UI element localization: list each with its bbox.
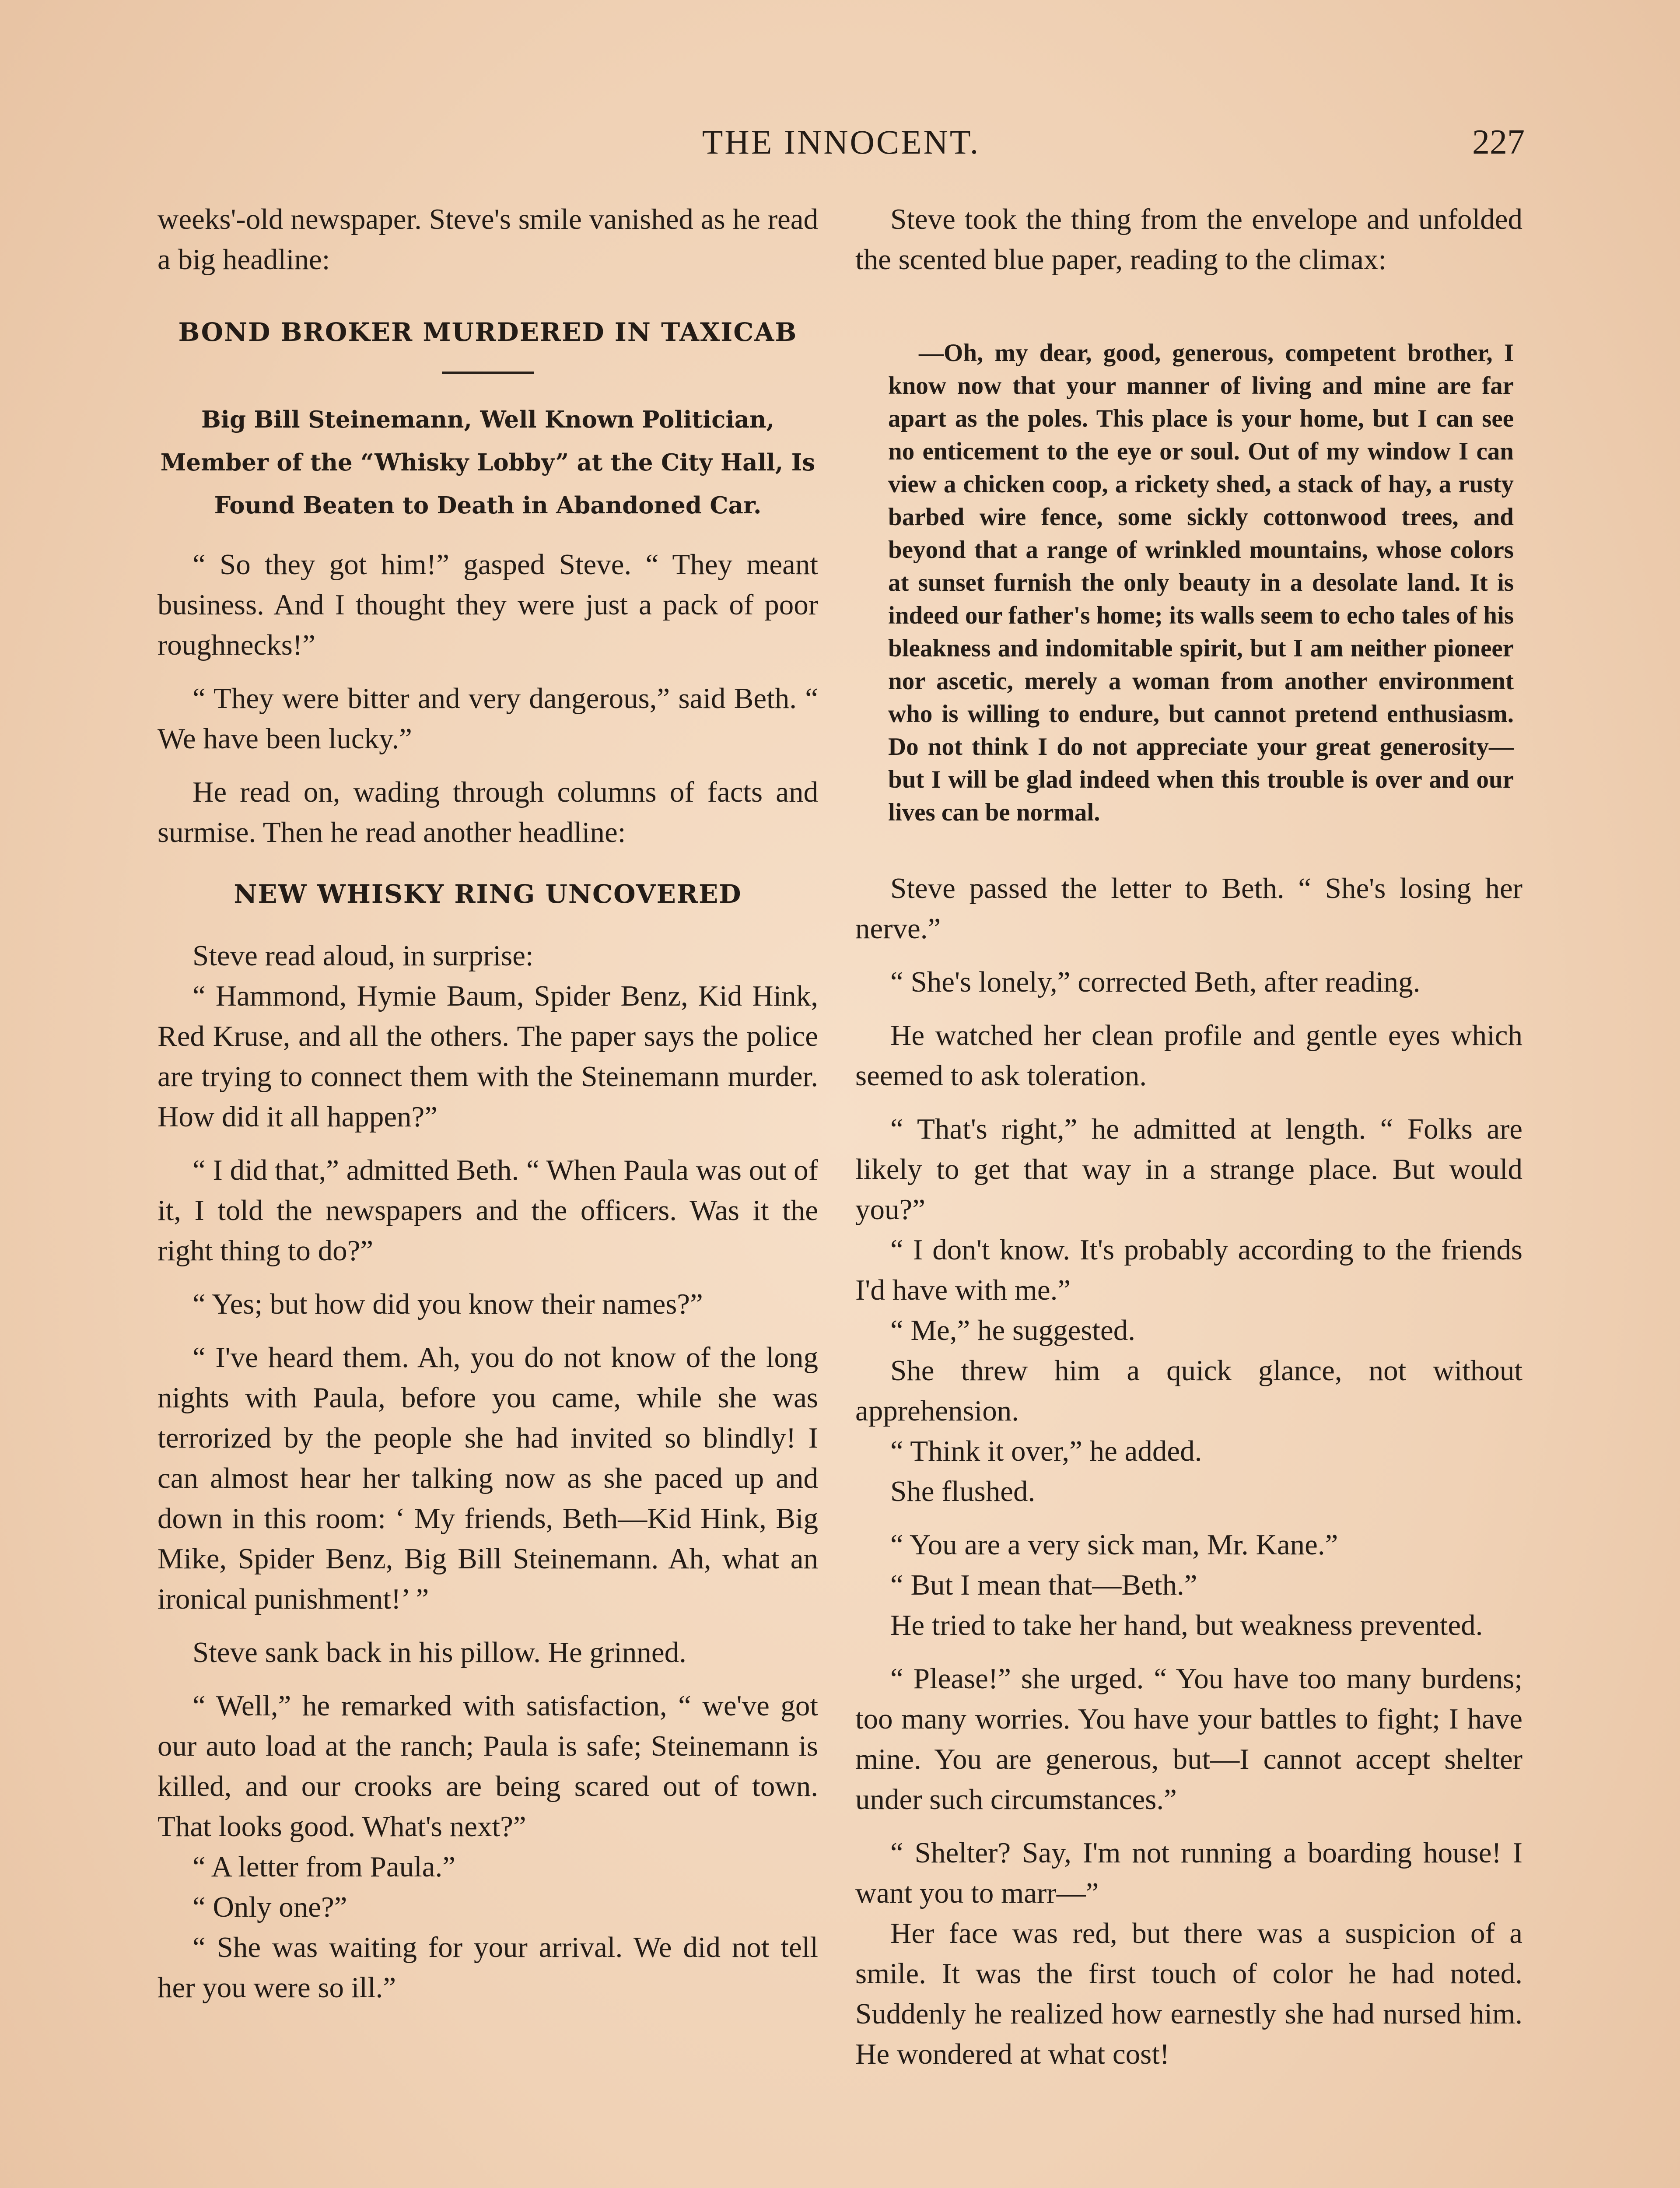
paragraph: “ So they got him!” gasped Steve. “ They meant business. And I thought they were just a pack of poor roughnecks!” xyxy=(158,548,818,661)
paragraph: “ She's lonely,” corrected Beth, after reading. xyxy=(890,966,1421,998)
headline-bond-broker: BOND BROKER MURDERED IN TAXICAB xyxy=(178,317,798,347)
headline-whisky-ring: NEW WHISKY RING UNCOVERED xyxy=(234,879,742,909)
paragraph: “ That's right,” he admitted at length. “ Folks are likely to get that way in a strange place. But would you?” xyxy=(855,1113,1522,1226)
paragraph: Her face was red, but there was a suspicion of a smile. It was the first touch of color he had noted. Suddenly he realized how earnestly she had nursed him. He wondered at what cost! xyxy=(855,1917,1522,2070)
paragraph: She flushed. xyxy=(890,1475,1036,1508)
paragraph: “ But I mean that—Beth.” xyxy=(890,1569,1197,1601)
left-column xyxy=(158,199,818,2008)
paragraph: “ They were bitter and very dangerous,” said Beth. “ We have been lucky.” xyxy=(158,682,818,755)
paragraph: “ Think it over,” he added. xyxy=(890,1435,1202,1467)
paragraph: “ She was waiting for your arrival. We did not tell her you were so ill.” xyxy=(158,1931,818,2004)
paragraph: “ Yes; but how did you know their names?” xyxy=(192,1288,703,1320)
paragraph: “ You are a very sick man, Mr. Kane.” xyxy=(890,1529,1338,1561)
paragraph: “ Please!” she urged. “ You have too many burdens; too many worries. You have your battles to fight; I have mine. You are generous, but—I cannot accept shelter under such circumstances.” xyxy=(855,1662,1522,1816)
quoted-letter: —Oh, my dear, good, generous, competent brother, I know now that your manner of living and mine are far apart as the poles. This place is your home, but I can see no enticement to the eye or soul. Out of my window I can view a chicken coop, a rickety shed, a stack of hay, a rusty barbed wire fence, some sickly cottonwood trees, and beyond that a range of wrinkled mountains, whose colors at sunset furnish the only beauty in a desolate land. It is indeed our father's home; its walls seem to echo tales of his bleakness and indomitable spirit, but I am neither pioneer nor ascetic, merely a woman from another environment who is willing to endure, but cannot pretend enthusiasm. Do not think I do not appreciate your great generosity—but I will be glad indeed when this trouble is over and our lives can be normal. xyxy=(888,339,1514,826)
paragraph: “ I've heard them. Ah, you do not know of the long nights with Paula, before you came, while she was terrorized by the people she had invited so blindly! I can almost hear her talking now as she paced up and down in this room: ‘ My friends, Beth—Kid Hink, Big Mike, Spider Benz, Big Bill Steinemann. Ah, what an ironical punishment!’ ” xyxy=(158,1341,818,1615)
paragraph: weeks'-old newspaper. Steve's smile vanished as he read a big headline: xyxy=(158,203,818,276)
paragraph: He read on, wading through columns of facts and surmise. Then he read another headline: xyxy=(158,776,818,849)
paragraph: He tried to take her hand, but weakness prevented. xyxy=(890,1609,1483,1641)
paragraph: Steve took the thing from the envelope and unfolded the scented blue paper, reading to the climax: xyxy=(855,203,1522,276)
running-title: THE INNOCENT. xyxy=(702,123,980,161)
paragraph: “ Only one?” xyxy=(192,1891,347,1923)
paragraph: “ Me,” he suggested. xyxy=(890,1314,1136,1346)
paragraph: Steve sank back in his pillow. He grinned. xyxy=(192,1636,686,1669)
subheadline: Big Bill Steinemann, Well Known Politician, Member of the “Whisky Lobby” at the City Hall, Is Found Beaten to Death in Abandoned Car. xyxy=(160,406,816,519)
running-head xyxy=(158,118,1525,166)
paragraph: “ I did that,” admitted Beth. “ When Paula was out of it, I told the newspapers and the officers. Was it the right thing to do?” xyxy=(158,1154,818,1267)
paragraph: “ I don't know. It's probably according to the friends I'd have with me.” xyxy=(855,1234,1522,1306)
paragraph: “ Shelter? Say, I'm not running a boarding house! I want you to marr—” xyxy=(855,1837,1522,1909)
paragraph: “ A letter from Paula.” xyxy=(192,1851,455,1883)
paragraph: “ Well,” he remarked with satisfaction, “ we've got our auto load at the ranch; Paula is safe; Steinemann is killed, and our crooks are being scared out of town. That looks good. What's next?” xyxy=(158,1690,818,1843)
paragraph: Steve read aloud, in surprise: xyxy=(192,940,534,972)
paragraph: “ Hammond, Hymie Baum, Spider Benz, Kid Hink, Red Kruse, and all the others. The paper says the police are trying to connect them with the Steinemann murder. How did it all happen?” xyxy=(158,980,818,1133)
page-number: 227 xyxy=(1472,123,1525,161)
headline-rule xyxy=(442,372,534,374)
paragraph: She threw him a quick glance, not without apprehension. xyxy=(855,1354,1522,1427)
paragraph: Steve passed the letter to Beth. “ She's losing her nerve.” xyxy=(855,872,1522,945)
paragraph: He watched her clean profile and gentle eyes which seemed to ask toleration. xyxy=(855,1019,1522,1092)
right-column xyxy=(855,199,1522,2074)
